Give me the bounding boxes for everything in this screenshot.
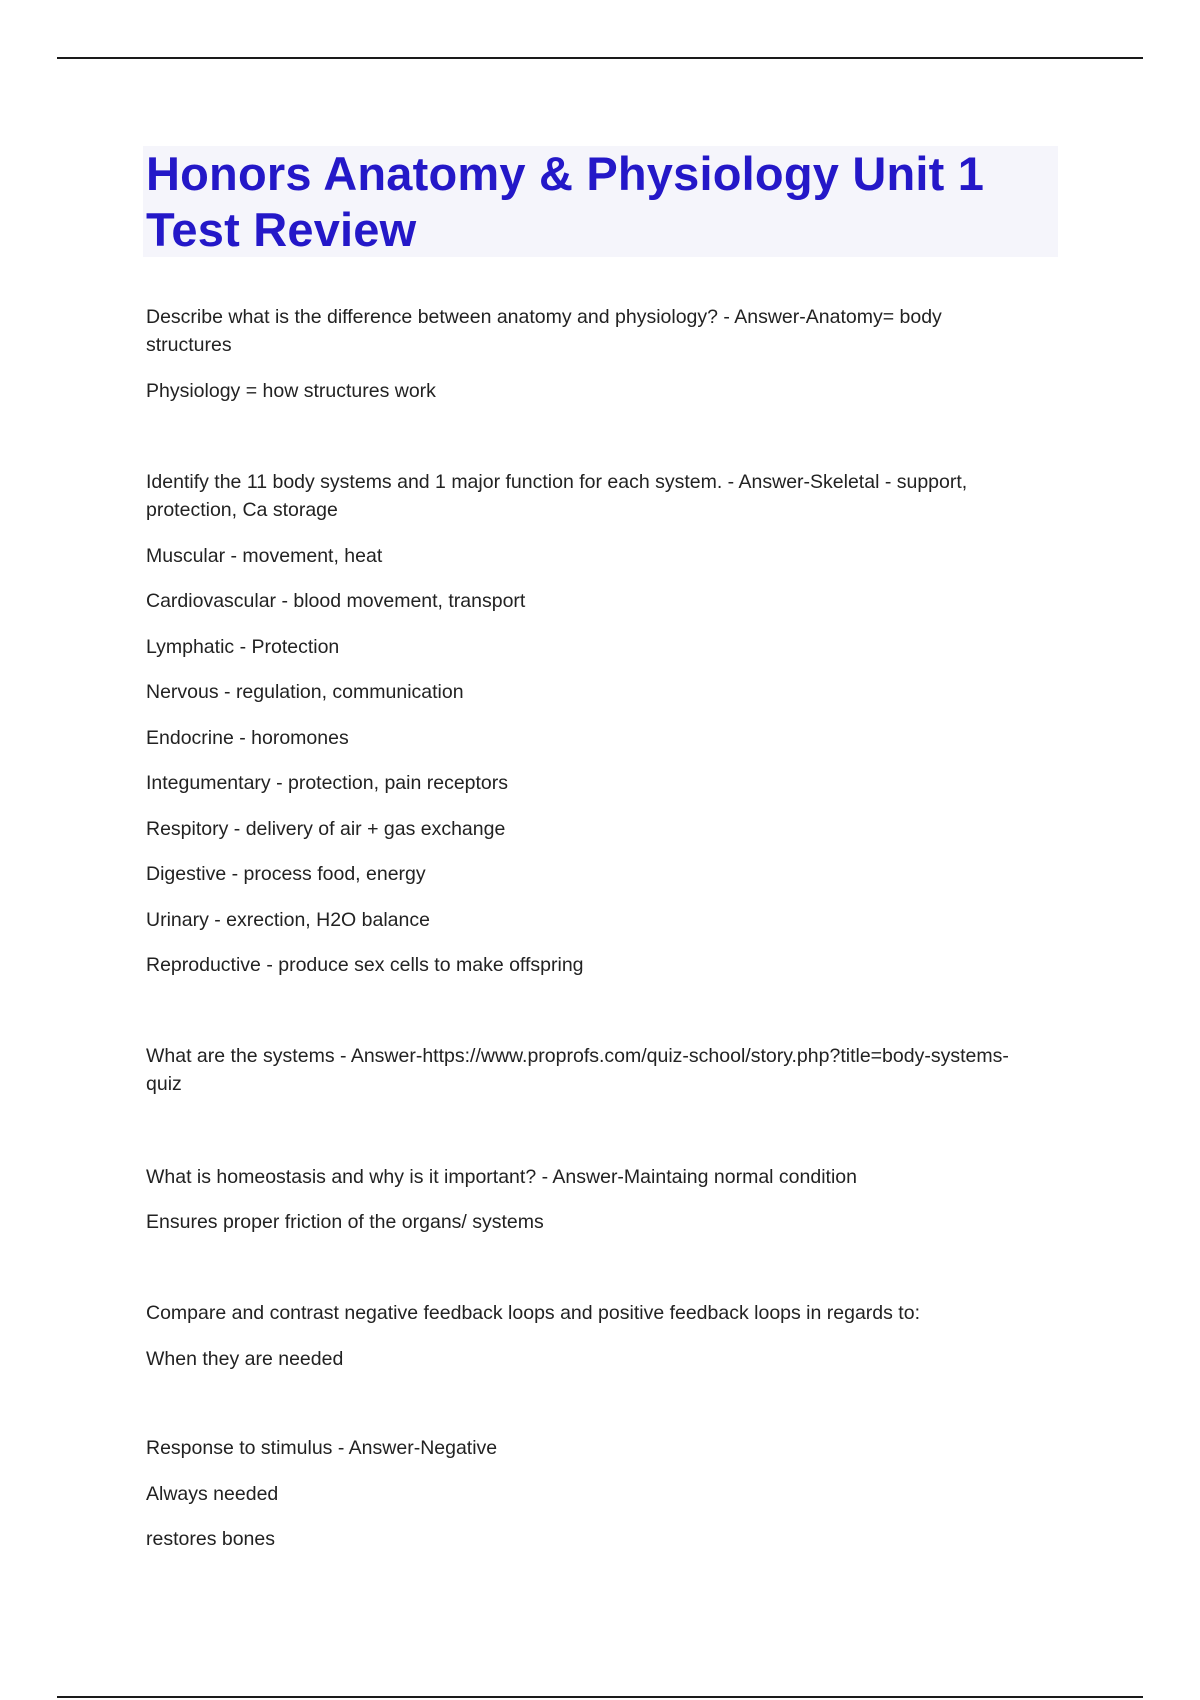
paragraph-q1-cont: Physiology = how structures work [146,380,436,402]
paragraph-system-nervous: Nervous - regulation, communication [146,681,464,703]
title-banner [143,146,1058,257]
paragraph-system-urinary: Urinary - exrection, H2O balance [146,909,430,931]
page-bottom-rule [57,1696,1143,1698]
paragraph-q4-cont: Ensures proper friction of the organs/ systems [146,1211,544,1233]
paragraph-q2: Identify the 11 body systems and 1 major function for each system. - Answer-Skeletal - support, protection, Ca storage [146,471,968,521]
paragraph-q6: Response to stimulus - Answer-Negative [146,1437,498,1459]
paragraph-q6-always: Always needed [146,1483,279,1505]
paragraph-system-digestive: Digestive - process food, energy [146,863,426,885]
paragraph-system-muscular: Muscular - movement, heat [146,545,383,567]
paragraph-system-cardiovascular: Cardiovascular - blood movement, transport [146,590,526,612]
paragraph-system-endocrine: Endocrine - horomones [146,727,349,749]
page-top-rule [57,57,1143,59]
paragraph-q5-when: When they are needed [146,1348,344,1370]
paragraph-system-lymphatic: Lymphatic - Protection [146,636,340,658]
paragraph-q3: What are the systems - Answer-https://www.proprofs.com/quiz-school/story.php?title=body-systems-quiz [146,1045,1009,1095]
paragraph-q4: What is homeostasis and why is it important? - Answer-Maintaing normal condition [146,1166,857,1188]
paragraph-system-integumentary: Integumentary - protection, pain receptors [146,772,509,794]
paragraph-q5: Compare and contrast negative feedback loops and positive feedback loops in regards to: [146,1302,920,1324]
paragraph-q1: Describe what is the difference between anatomy and physiology? - Answer-Anatomy= body structures [146,306,942,356]
paragraph-q6-restores: restores bones [146,1528,275,1550]
document-title: Honors Anatomy & Physiology Unit 1 Test Review [146,147,985,256]
paragraph-system-respiratory: Respitory - delivery of air + gas exchange [146,818,506,840]
paragraph-system-reproductive: Reproductive - produce sex cells to make offspring [146,954,584,976]
